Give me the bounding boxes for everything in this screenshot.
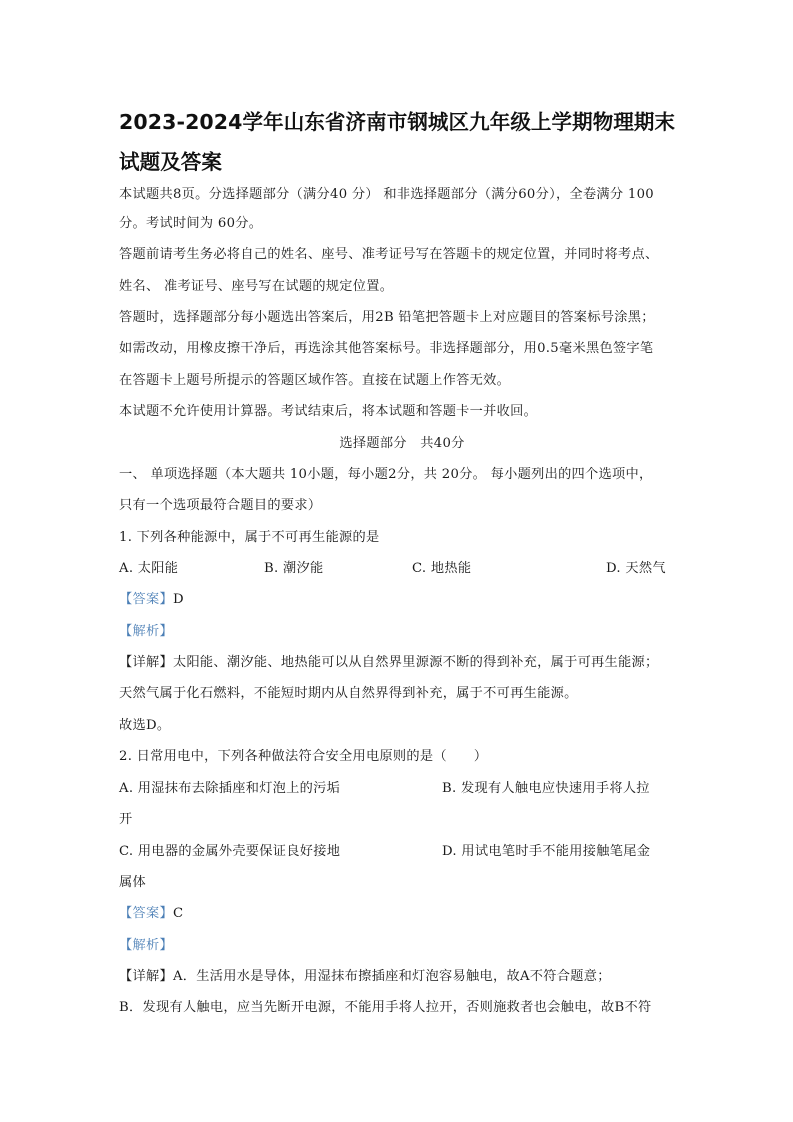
question-2-option-d-wrap: 属体	[119, 875, 146, 890]
question-2-analysis-label: 【解析】	[119, 938, 173, 953]
document-title-line1: 2023-2024学年山东省济南市钢城区九年级上学期物理期末	[119, 110, 676, 134]
question-1-option-a: A. 太阳能	[119, 561, 179, 576]
question-1-option-d: D. 天然气	[606, 561, 666, 576]
question-1-option-c: C. 地热能	[412, 561, 472, 576]
instruction-line: 如需改动，用橡皮擦干净后，再选涂其他答案标号。非选择题部分，用0.5毫米黑色签字笔	[119, 341, 654, 356]
question-1-analysis-label: 【解析】	[119, 624, 173, 639]
question-1-option-b: B. 潮汐能	[264, 561, 324, 576]
question-1-stem: 1. 下列各种能源中，属于不可再生能源的是	[119, 530, 380, 545]
detail-text: A．生活用水是导体，用湿抹布擦插座和灯泡容易触电，故A不符合题意；	[172, 969, 611, 984]
instruction-line: 答题时，选择题部分每小题选出答案后，用2B 铅笔把答题卡上对应题目的答案标号涂黑；	[119, 310, 655, 325]
instruction-line: 答题前请考生务必将自己的姓名、座号、准考证号写在答题卡的规定位置，并同时将考点、	[119, 247, 659, 262]
instruction-line: 姓名、 准考证号、座号写在试题的规定位置。	[119, 279, 394, 294]
question-1-detail-line: 天然气属于化石燃料，不能短时期内从自然界得到补充，属于不可再生能源。	[119, 686, 578, 701]
question-2-option-b-wrap: 开	[119, 812, 133, 827]
question-2-detail-line: B．发现有人触电，应当先断开电源，不能用手将人拉开，否则施救者也会触电，故B不符	[119, 1000, 652, 1015]
instruction-line: 分。考试时间为 60分。	[119, 216, 263, 231]
question-1-conclusion: 故选D。	[119, 718, 171, 733]
detail-label: 【详解】	[119, 655, 173, 670]
document-title-line2: 试题及答案	[119, 150, 222, 174]
answer-label: 【答案】	[119, 906, 173, 921]
question-2-stem: 2. 日常用电中，下列各种做法符合安全用电原则的是（ ）	[119, 749, 488, 764]
part-one-heading: 一、 单项选择题（本大题共 10小题，每小题2分，共 20分。 每小题列出的四个选项中，	[119, 467, 653, 482]
part-one-heading: 只有一个选项最符合题目的要求）	[119, 498, 322, 513]
question-1-detail	[119, 654, 659, 672]
instruction-line: 本试题不允许使用计算器。考试结束后，将本试题和答题卡一并收回。	[119, 404, 538, 419]
question-2-option-d: D. 用试电笔时手不能用接触笔尾金	[442, 844, 651, 859]
question-2-option-c: C. 用电器的金属外壳要保证良好接地	[119, 844, 341, 859]
answer-value: C	[172, 906, 184, 921]
answer-value: D	[172, 592, 184, 607]
instruction-line: 本试题共8页。分选择题部分（满分40 分） 和非选择题部分（满分60分），全卷满分 100	[119, 187, 654, 202]
instruction-line: 在答题卡上题号所提示的答题区域作答。直接在试题上作答无效。	[119, 373, 511, 388]
section-heading: 选择题部分 共40分	[339, 436, 465, 451]
detail-label: 【详解】	[119, 969, 173, 984]
detail-text: 太阳能、潮汐能、地热能可以从自然界里源源不断的得到补充，属于可再生能源；	[172, 655, 659, 670]
question-2-option-b: B. 发现有人触电应快速用手将人拉	[442, 781, 650, 796]
question-1-answer	[119, 591, 184, 609]
question-2-detail	[119, 968, 611, 986]
answer-label: 【答案】	[119, 592, 173, 607]
question-2-option-a: A. 用湿抹布去除插座和灯泡上的污垢	[119, 781, 341, 796]
question-2-answer	[119, 905, 183, 923]
